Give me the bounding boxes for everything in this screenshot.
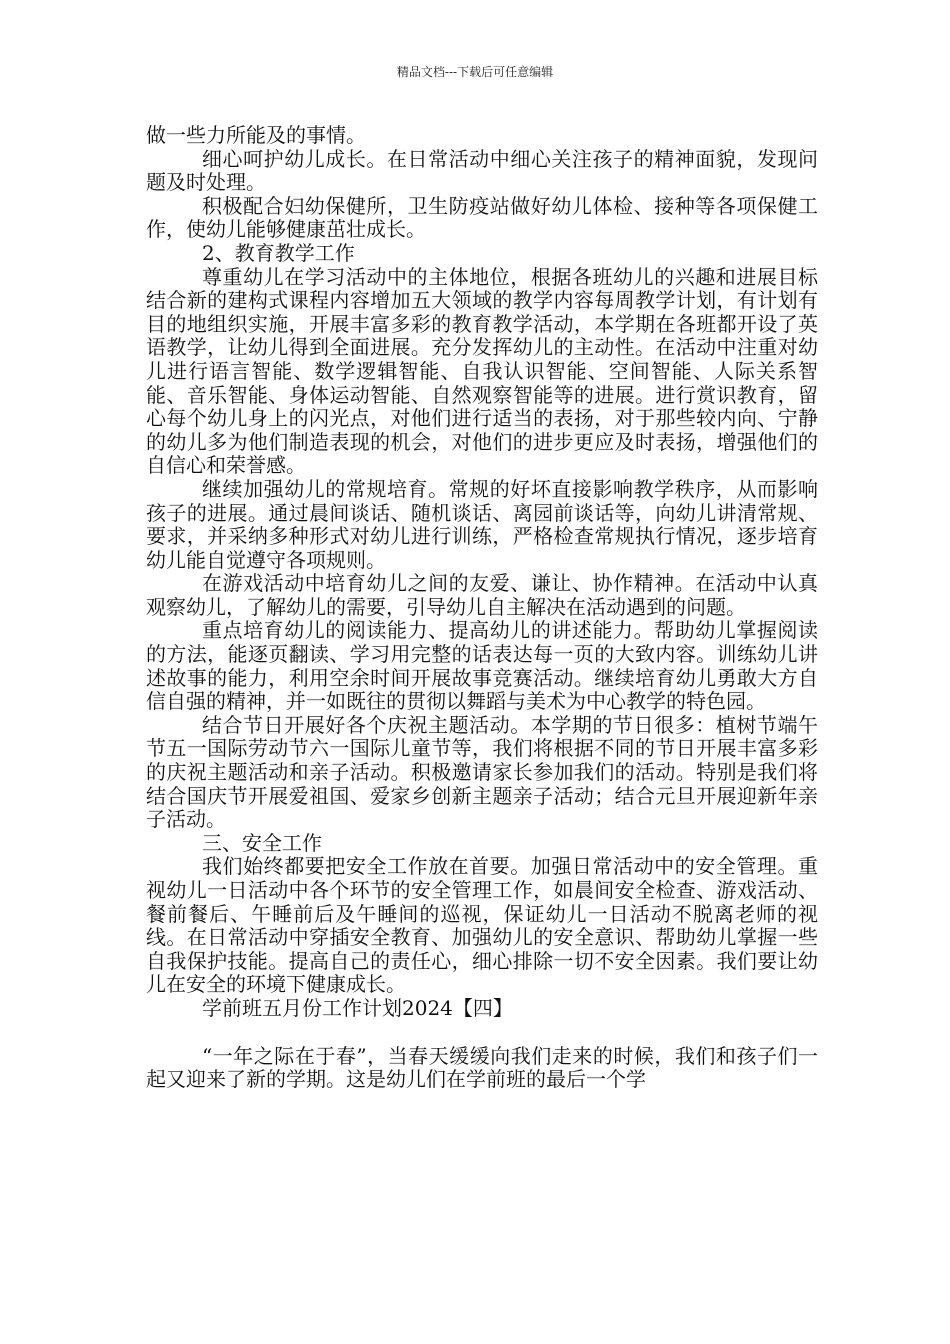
paragraph-respect-subject: 尊重幼儿在学习活动中的主体地位，根据各班幼儿的兴趣和进展目标结合新的建构式课程内容增加五大领域的教学内容每周教学计划，有计划有目的地组织实施，开展丰富多彩的教育教学活动，本学期在各班都开设了英语教学，让幼儿得到全面进展。充分发挥幼儿的主动性。在活动中注重对幼儿进行语言智能、数学逻辑智能、自我认识智能、空间智能、人际关系智能、音乐智能、身体运动智能、自然观察智能等的进展。进行赏识教育，留心每个幼儿身上的闪光点，对他们进行适当的表扬，对于那些较内向、宁静的幼儿多为他们制造表现的机会，对他们的进步更应及时表扬，增强他们的自信心和荣誉感。 [146,264,818,478]
paragraph-care-growth: 细心呵护幼儿成长。在日常活动中细心关注孩子的精神面貌，发现问题及时处理。 [146,146,818,195]
paragraph-safety-work: 我们始终都要把安全工作放在首要。加强日常活动中的安全管理。重视幼儿一日活动中各个环节的安全管理工作，如晨间安全检查、游戏活动、餐前餐后、午睡前后及午睡间的巡视，保证幼儿一日活动不脱离老师的视线。在日常活动中穿插安全教育、加强幼儿的安全意识、帮助幼儿掌握一些自我保护技能。提高自己的责任心，细心排除一切不安全因素。我们要让幼儿在安全的环境下健康成长。 [146,854,818,997]
paragraph-routine-training: 继续加强幼儿的常规培育。常规的好坏直接影响教学秩序，从而影响孩子的进展。通过晨间谈话、随机谈话、离园前谈话等，向幼儿讲清常规、要求，并采纳多种形式对幼儿进行训练，严格检查常规执行情况，逐步培育幼儿能自觉遵守各项规则。 [146,476,818,572]
paragraph-reading-ability: 重点培育幼儿的阅读能力、提高幼儿的讲述能力。帮助幼儿掌握阅读的方法，能逐页翻读、学习用完整的话表达每一页的大致内容。训练幼儿讲述故事的能力，利用空余时间开展故事竞赛活动。继续培育幼儿勇敢大方自信自强的精神，并一如既往的贯彻以舞蹈与美术为中心教学的特色园。 [146,618,818,714]
paragraph-new-semester: “一年之际在于春”，当春天缓缓向我们走来的时候，我们和孩子们一起又迎来了新的学期。这是幼儿们在学前班的最后一个学 [146,1043,818,1092]
page-header: 精品文档---下载后可任意编辑 [396,65,554,79]
section-heading-safety: 三、安全工作 [202,830,322,855]
paragraph-health-checkup: 积极配合妇幼保健所，卫生防疫站做好幼儿体检、接种等各项保健工作，使幼儿能够健康茁壮成长。 [146,193,818,242]
paragraph-game-activities: 在游戏活动中培育幼儿之间的友爱、谦让、协作精神。在活动中认真观察幼儿，了解幼儿的需要，引导幼儿自主解决在活动遇到的问题。 [146,571,818,619]
document-body [146,124,818,1092]
section-heading-education: 2、教育教学工作 [202,240,355,265]
paragraph-continuation: 做一些力所能及的事情。 [146,123,366,147]
paragraph-festival-activities: 结合节日开展好各个庆祝主题活动。本学期的节日很多：植树节端午节五一国际劳动节六一国际儿童节等，我们将根据不同的节日开展丰富多彩的庆祝主题活动和亲子活动。积极邀请家长参加我们的活动。特别是我们将结合国庆节开展爱祖国、爱家乡创新主题亲子活动；结合元旦开展迎新年亲子活动。 [146,712,818,832]
document-subtitle: 学前班五月份工作计划2024【四】 [202,995,513,1020]
